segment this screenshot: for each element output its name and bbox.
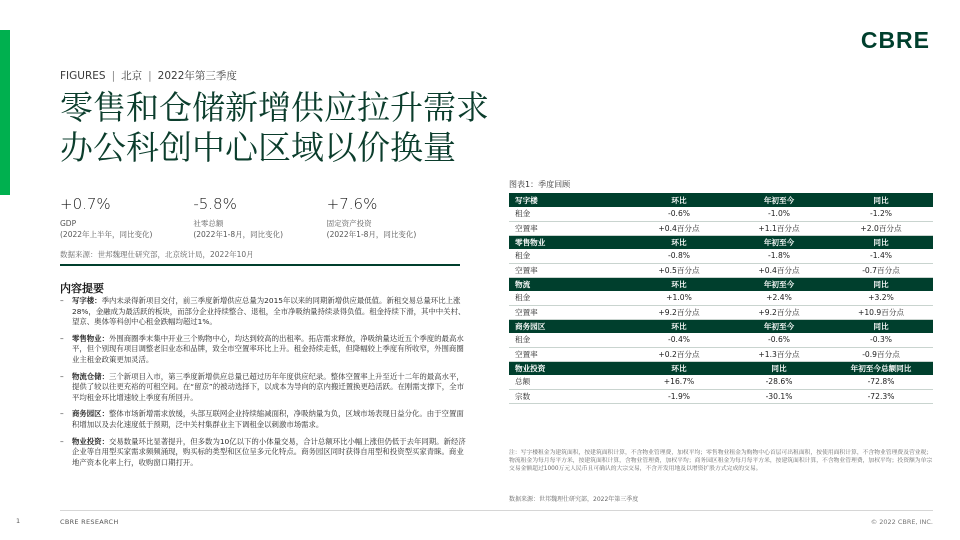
table-cell: -1.4% — [829, 249, 933, 263]
row-label: 空置率 — [509, 221, 629, 235]
table-row — [509, 207, 933, 221]
table-cell: +0.4百分点 — [729, 263, 829, 277]
table-cell: +2.0百分点 — [829, 221, 933, 235]
table-cell: -72.3% — [829, 389, 933, 403]
table-cell: -0.7百分点 — [829, 263, 933, 277]
table-cell: -1.8% — [729, 249, 829, 263]
table-cell: -72.8% — [829, 375, 933, 389]
metric-label — [60, 218, 193, 240]
table-section-header — [509, 193, 933, 207]
row-label: 空置率 — [509, 263, 629, 277]
section-title: 物流 — [509, 277, 629, 291]
breadcrumb-separator: | — [148, 69, 152, 82]
table-cell: -0.4% — [629, 333, 729, 347]
column-header: 年初至今总额同比 — [829, 361, 933, 375]
table-cell: -1.0% — [729, 207, 829, 221]
breadcrumb — [60, 68, 237, 83]
table-cell: -0.6% — [629, 207, 729, 221]
key-metrics — [60, 195, 460, 240]
table-section-header — [509, 235, 933, 249]
table-note: 注：写字楼租金为建筑面积，按建筑面积计算，不含物业管理费，加权平均；零售物业租金为购物中心首层可出租面积，按使用面积计算，不含物业管理费及营业税；物流租金为每月每平方米，按建筑面积计算，含物业管理费，加权平均；商务园区租金为每月每平方米，按建筑面积计算，不含物业管理费，加权平均；投资额为单宗交易金额超过1000万元人民币且可确认的大宗交易，不含开发用地及以增资扩股方式完成的交易。 — [509, 450, 933, 472]
column-header: 同比 — [829, 193, 933, 207]
section-title: 物业投资 — [509, 361, 629, 375]
quarterly-review-table — [509, 193, 933, 404]
summary-bullet-office: – 写字楼：季内未录得新项目交付，前三季度新增供应总量为2015年以来的同期新增供应最低值。新租交易总量环比上涨28%，金融成为最活跃的板块，而部分企业持续整合、退租，全市净吸纳量持续录得负值。租金持续下滑，其中中关村、望京、奥体等科创中心租金跌幅均超过1%。 — [60, 296, 466, 327]
page-title — [60, 88, 620, 168]
metric-label-name: 社零总额 — [193, 219, 224, 228]
metric-retail-sales — [193, 195, 326, 240]
footer-label: CBRE RESEARCH — [60, 518, 119, 526]
table-cell: -30.1% — [729, 389, 829, 403]
summary-bullet-retail: – 零售物业：外围商圈季末集中开业三个购物中心，均达到较高的出租率。拓店需求释放，净吸纳量达近五个季度的最高水平，但个别现有项目调整老旧业态和品牌，致全市空置率环比上升。租金持续走低，但降幅较上季度有所收窄，外围商圈业主租金政策更加灵活。 — [60, 333, 464, 364]
bullet-title: 写字楼： — [72, 296, 102, 305]
table-cell: +0.5百分点 — [629, 263, 729, 277]
table-section-header — [509, 361, 933, 375]
column-header: 环比 — [629, 235, 729, 249]
accent-bar — [0, 30, 10, 195]
bullet-title: 零售物业： — [72, 333, 109, 343]
metric-label-period: (2022年1-8月，同比变化) — [193, 230, 284, 239]
table-caption: 图表1：季度回顾 — [509, 180, 571, 189]
row-label: 租金 — [509, 333, 629, 347]
table-cell: +1.1百分点 — [729, 221, 829, 235]
page-number: 1 — [16, 517, 21, 525]
table-cell: +3.2% — [829, 291, 933, 305]
table-cell: +9.2百分点 — [629, 305, 729, 319]
metric-fixed-investment — [327, 195, 460, 240]
table-row — [509, 291, 933, 305]
table-row — [509, 221, 933, 235]
breadcrumb-item: 2022年第三季度 — [157, 70, 237, 82]
bullet-text: 整体市场新增需求放缓，头部互联网企业持续缩减面积，净吸纳量为负，区域市场表现日益分化。由于空置面积增加以及去化速度低于预期，泛中关村集群业主下调租金以刺激市场需求。 — [72, 409, 464, 429]
table-cell: -0.6% — [729, 333, 829, 347]
cbre-logo: CBRE — [860, 27, 930, 53]
table-cell: +0.2百分点 — [629, 347, 729, 361]
metric-label — [327, 218, 460, 240]
metrics-source: 数据来源：世邦魏理仕研究部，北京统计局，2022年10月 — [60, 250, 254, 259]
summary-bullet-business-park: – 商务园区：整体市场新增需求放缓，头部互联网企业持续缩减面积，净吸纳量为负，区域市场表现日益分化。由于空置面积增加以及去化速度低于预期，泛中关村集群业主下调租金以刺激市场需求。 — [60, 409, 464, 429]
metric-label-period: (2022年1-8月，同比变化) — [326, 230, 417, 239]
summary-bullet-investment: – 物业投资：交易数量环比显著提升，但多数为10亿以下的小体量交易，合计总额环比小幅上涨但仍低于去年同期。新经济企业等自用型买家需求频频涌现，购买标的类型和区位呈多元化特点。商务园区同时获得自用型和投资型买家青睐。商业地产资本化率上行，收购窗口期打开。 — [60, 436, 466, 467]
row-label: 租金 — [509, 249, 629, 263]
table-cell: +1.0% — [629, 291, 729, 305]
bullet-title: 物业投资： — [72, 436, 109, 446]
metric-value: -5.8% — [193, 195, 237, 213]
table-cell: -0.3% — [829, 333, 933, 347]
metric-label-name: GDP — [60, 219, 77, 228]
table-row — [509, 389, 933, 403]
table-cell: +9.2百分点 — [729, 305, 829, 319]
column-header: 同比 — [829, 235, 933, 249]
column-header: 环比 — [629, 361, 729, 375]
breadcrumb-separator: | — [111, 69, 116, 82]
column-header: 同比 — [729, 361, 829, 375]
table-cell: -1.2% — [829, 207, 933, 221]
metric-label — [193, 218, 326, 240]
table-cell: -1.9% — [629, 389, 729, 403]
section-title: 写字楼 — [509, 193, 629, 207]
metric-label-period: (2022年上半年，同比变化) — [60, 230, 153, 239]
table-source: 数据来源：世邦魏理仕研究部，2022年第三季度 — [509, 496, 639, 503]
section-title: 商务园区 — [509, 319, 629, 333]
bullet-title: 物流仓储： — [72, 371, 109, 381]
row-label: 空置率 — [509, 305, 629, 319]
table-row — [509, 305, 933, 319]
metric-label-name: 固定资产投资 — [326, 219, 372, 228]
bullet-text: 三个新项目入市，第三季度新增供应总量已超过历年年度供应纪录。整体空置率上升至近十二年的最高水平，提供了较以往更充裕的可租空间。在“留京”的被动选择下，以成本为导向的京内搬迁置换更趋活跃。在刚需支撑下，全市平均租金环比增速较上季度有所回升。 — [72, 371, 464, 402]
column-header: 环比 — [629, 193, 729, 207]
metric-value: +0.7% — [60, 195, 111, 213]
summary-list — [60, 296, 470, 474]
table-cell: -0.9百分点 — [829, 347, 933, 361]
column-header: 年初至今 — [729, 235, 829, 249]
footer-divider — [60, 510, 933, 511]
title-line: 零售和仓储新增供应拉升需求 — [60, 88, 489, 127]
table-cell: -28.6% — [729, 375, 829, 389]
bullet-title: 商务园区： — [72, 409, 109, 419]
table-row — [509, 263, 933, 277]
table-cell: -0.8% — [629, 249, 729, 263]
row-label: 总额 — [509, 375, 629, 389]
bullet-text: 外围商圈季末集中开业三个购物中心，均达到较高的出租率。拓店需求释放，净吸纳量达近五个季度的最高水平，但个别现有项目调整老旧业态和品牌，致全市空置率环比上升。租金持续走低，但降幅较上季度有所收窄，外围商圈业主租金政策更加灵活。 — [72, 333, 464, 364]
table-cell: +2.4% — [729, 291, 829, 305]
row-label: 租金 — [509, 207, 629, 221]
table-section-header — [509, 277, 933, 291]
column-header: 环比 — [629, 277, 729, 291]
bullet-text: 季内未录得新项目交付，前三季度新增供应总量为2015年以来的同期新增供应最低值。新租交易总量环比上涨28%，金融成为最活跃的板块，而部分企业持续整合、退租，全市净吸纳量持续录得负值。租金持续下滑，其中中关村、望京、奥体等科创中心租金跌幅均超过1%。 — [72, 296, 466, 327]
table-row — [509, 347, 933, 361]
section-title: 零售物业 — [509, 235, 629, 249]
column-header: 年初至今 — [729, 193, 829, 207]
copyright: © 2022 CBRE, INC. — [870, 518, 933, 526]
title-line: 办公科创中心区域以价换量 — [60, 128, 456, 167]
row-label: 空置率 — [509, 347, 629, 361]
breadcrumb-item: FIGURES — [60, 69, 106, 82]
bullet-text: 交易数量环比显著提升，但多数为10亿以下的小体量交易，合计总额环比小幅上涨但仍低于去年同期。新经济企业等自用型买家需求频频涌现，购买标的类型和区位呈多元化特点。商务园区同时获得自用型和投资型买家青睐。商业地产资本化率上行，收购窗口期打开。 — [72, 436, 466, 467]
row-label: 宗数 — [509, 389, 629, 403]
column-header: 环比 — [629, 319, 729, 333]
divider — [60, 264, 460, 266]
column-header: 年初至今 — [729, 319, 829, 333]
summary-bullet-logistics: – 物流仓储：三个新项目入市，第三季度新增供应总量已超过历年年度供应纪录。整体空置率上升至近十二年的最高水平，提供了较以往更充裕的可租空间。在“留京”的被动选择下，以成本为导向的京内搬迁置换更趋活跃。在刚需支撑下，全市平均租金环比增速较上季度有所回升。 — [60, 371, 464, 402]
column-header: 年初至今 — [729, 277, 829, 291]
row-label: 租金 — [509, 291, 629, 305]
column-header: 同比 — [829, 319, 933, 333]
table-row — [509, 333, 933, 347]
table-row — [509, 375, 933, 389]
summary-heading: 内容提要 — [60, 282, 104, 295]
table-cell: +10.9百分点 — [829, 305, 933, 319]
table-section-header — [509, 319, 933, 333]
table-cell: +0.4百分点 — [629, 221, 729, 235]
column-header: 同比 — [829, 277, 933, 291]
table-row — [509, 249, 933, 263]
metric-value: +7.6% — [326, 195, 378, 213]
breadcrumb-item: 北京 — [121, 70, 143, 82]
table-cell: +16.7% — [629, 375, 729, 389]
table-cell: +1.3百分点 — [729, 347, 829, 361]
metric-gdp — [60, 195, 193, 240]
